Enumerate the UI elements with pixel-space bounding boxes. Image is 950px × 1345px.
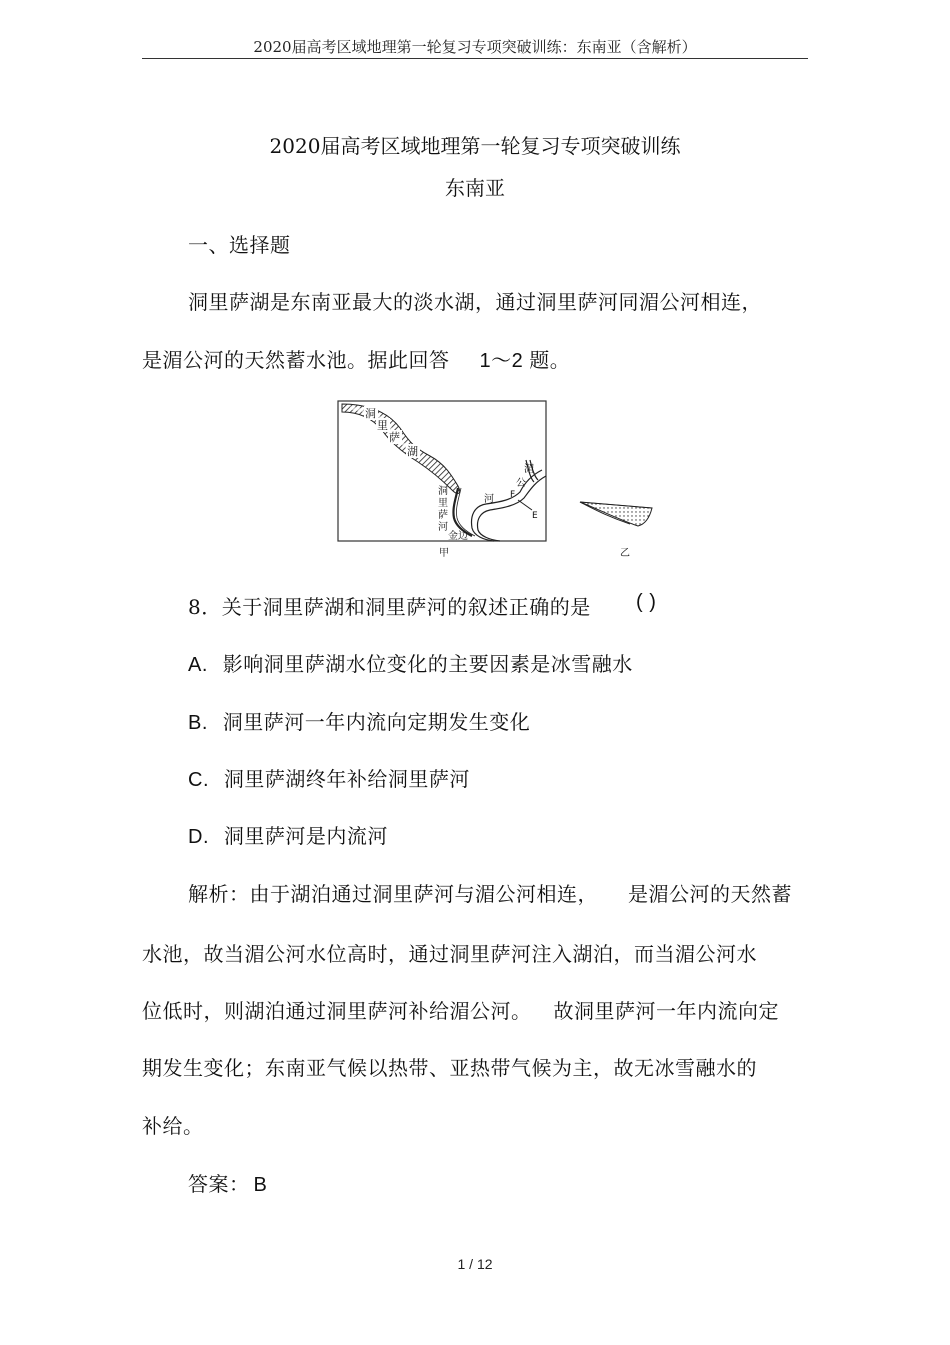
question-stem: 8．关于洞里萨湖和洞里萨河的叙述正确的是	[188, 595, 591, 619]
mekong-char: 公	[516, 478, 526, 489]
lake-char: 洞	[365, 407, 376, 420]
river-char: 河	[438, 522, 448, 533]
analysis-line-1	[188, 878, 792, 907]
f-e-line	[518, 500, 532, 510]
analysis-line-2: 水池，故当湄公河水位高时，通过洞里萨河注入湖泊，而当湄公河水	[142, 942, 757, 966]
panel-yi-label: 乙	[620, 548, 630, 559]
intro-question-range: 1～2 题。	[479, 350, 571, 372]
option-text: 洞里萨河是内流河	[223, 824, 388, 848]
answer-label: 答案：	[188, 1172, 250, 1196]
option-letter: C.	[188, 769, 209, 791]
option-c	[188, 763, 470, 792]
lake-char: 湖	[407, 445, 418, 458]
tonle-sap-lake	[342, 404, 460, 493]
panel-jia-label: 甲	[439, 548, 449, 559]
analysis-text: 故洞里萨河一年内流向定	[553, 999, 779, 1023]
running-header: 2020届高考区域地理第一轮复习专项突破训练：东南亚（含解析）	[253, 38, 697, 56]
analysis-text: 解析：由于湖泊通过洞里萨河与湄公河相连，	[188, 882, 598, 906]
document-subtitle: 东南亚	[445, 176, 505, 200]
intro-text: 是湄公河的天然蓄水池。据此回答	[142, 348, 450, 372]
option-letter: D.	[188, 826, 209, 848]
option-text: 洞里萨湖终年补给洞里萨河	[223, 767, 470, 791]
river-char: 里	[438, 498, 448, 509]
option-text: 洞里萨河一年内流向定期发生变化	[222, 710, 531, 734]
header-rule	[142, 58, 808, 59]
intro-line-1: 洞里萨湖是东南亚最大的淡水湖，通过洞里萨河同湄公河相连，	[188, 290, 762, 314]
analysis-text: 是湄公河的天然蓄	[628, 882, 792, 906]
phnom-penh-label: 金边	[448, 531, 468, 542]
mekong-river	[478, 476, 547, 541]
point-e-label: E	[532, 511, 538, 521]
answer-line	[188, 1168, 267, 1197]
option-text: 影响洞里萨湖水位变化的主要因素是冰雪融水	[222, 652, 633, 676]
analysis-line-5: 补给。	[142, 1114, 204, 1138]
river-char: 洞	[438, 486, 448, 497]
section-heading: 一、选择题	[188, 233, 291, 257]
mekong-char: 湄	[524, 464, 534, 475]
river-char: 萨	[438, 510, 448, 521]
intro-line-2	[142, 344, 570, 373]
option-letter: B.	[188, 712, 208, 734]
lake-char: 里	[377, 419, 388, 432]
he-char: 河	[484, 494, 494, 505]
map-figure	[330, 398, 660, 564]
analysis-line-3	[142, 995, 779, 1024]
answer-value: B	[253, 1174, 268, 1196]
option-letter: A.	[188, 654, 208, 676]
option-b	[188, 706, 530, 735]
cross-section	[580, 502, 652, 526]
analysis-line-4: 期发生变化；东南亚气候以热带、亚热带气候为主，故无冰雪融水的	[142, 1056, 757, 1080]
question-8	[188, 591, 657, 620]
option-a	[188, 648, 633, 677]
analysis-text: 位低时，则湖泊通过洞里萨河补给湄公河。	[142, 999, 532, 1023]
option-d	[188, 820, 388, 849]
page-number: 1 / 12	[457, 1256, 493, 1272]
point-f-label: F	[510, 490, 516, 500]
map-svg	[330, 398, 660, 564]
document-title: 2020届高考区域地理第一轮复习专项突破训练	[269, 134, 681, 158]
lake-char: 萨	[389, 431, 400, 444]
answer-paren: ( )	[636, 591, 657, 613]
